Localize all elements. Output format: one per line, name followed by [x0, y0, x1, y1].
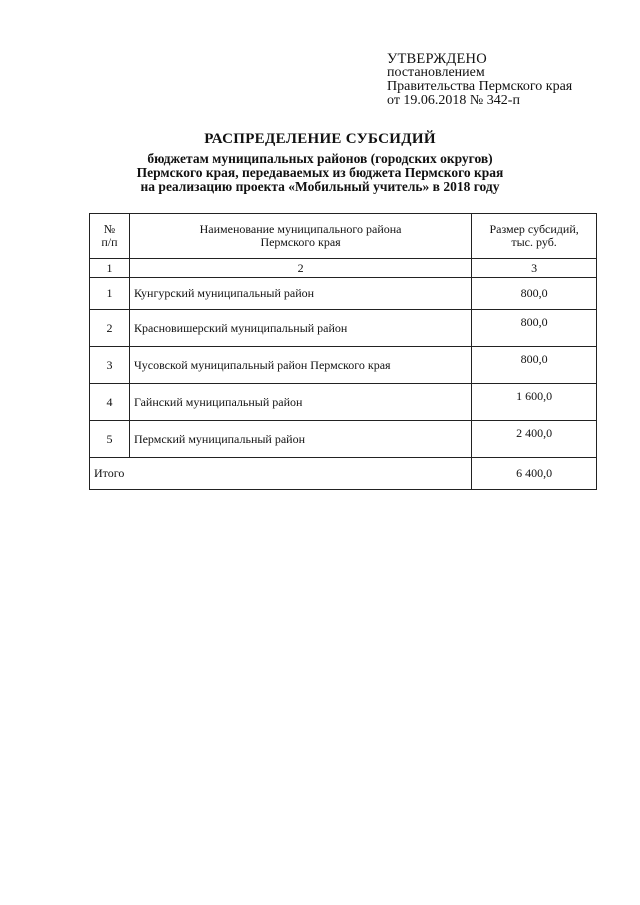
- row-number: 3: [90, 347, 130, 384]
- row-amount: 800,0: [472, 347, 597, 384]
- approval-line-government: Правительства Пермского края: [387, 79, 573, 94]
- header-number-abbr: п/п: [101, 235, 118, 249]
- table-row: [90, 421, 597, 458]
- header-number: [90, 214, 130, 259]
- row-district: Чусовской муниципальный район Пермского края: [129, 347, 471, 384]
- header-subsidy-amount: [472, 214, 597, 259]
- row-amount: 1 600,0: [472, 384, 597, 421]
- header-amount-line-1: Размер субсидий,: [489, 222, 579, 236]
- column-number-1: 1: [90, 259, 130, 278]
- row-district: Пермский муниципальный район: [129, 421, 471, 458]
- row-amount: 800,0: [472, 310, 597, 347]
- header-district-name: [129, 214, 471, 259]
- header-district-line-1: Наименование муниципального района: [199, 222, 402, 236]
- column-number-3: 3: [472, 259, 597, 278]
- row-number: 4: [90, 384, 130, 421]
- row-number: 5: [90, 421, 130, 458]
- header-district-line-2: Пермского края: [260, 235, 341, 249]
- table-total-row: [90, 458, 597, 490]
- row-amount: 2 400,0: [472, 421, 597, 458]
- approval-line-decree: постановлением: [387, 65, 485, 80]
- table-row: [90, 384, 597, 421]
- subsidy-table: [89, 213, 597, 490]
- column-number-row: [90, 259, 597, 278]
- table-row: [90, 347, 597, 384]
- header-amount-line-2: тыс. руб.: [511, 235, 557, 249]
- row-number: 1: [90, 278, 130, 310]
- subtitle-line-3: на реализацию проекта «Мобильный учитель» в 2018 году: [140, 179, 500, 194]
- column-number-2: 2: [129, 259, 471, 278]
- total-label: Итого: [90, 458, 472, 490]
- document-subtitle: [0, 152, 640, 194]
- subtitle-line-1: бюджетам муниципальных районов (городских округов): [147, 151, 493, 166]
- approval-line-date: от 19.06.2018 № 342-п: [387, 93, 520, 108]
- approval-heading: УТВЕРЖДЕНО: [387, 51, 487, 67]
- row-amount: 800,0: [472, 278, 597, 310]
- row-district: Кунгурский муниципальный район: [129, 278, 471, 310]
- table-row: [90, 278, 597, 310]
- table-row: [90, 310, 597, 347]
- row-number: 2: [90, 310, 130, 347]
- row-district: Гайнский муниципальный район: [129, 384, 471, 421]
- total-amount: 6 400,0: [472, 458, 597, 490]
- subtitle-line-2: Пермского края, передаваемых из бюджета Пермского края: [136, 165, 504, 180]
- table-header-row: [90, 214, 597, 259]
- header-number-symbol: №: [103, 222, 116, 236]
- approval-stamp: [387, 52, 572, 108]
- document-title: РАСПРЕДЕЛЕНИЕ СУБСИДИЙ: [204, 131, 436, 147]
- row-district: Красновишерский муниципальный район: [129, 310, 471, 347]
